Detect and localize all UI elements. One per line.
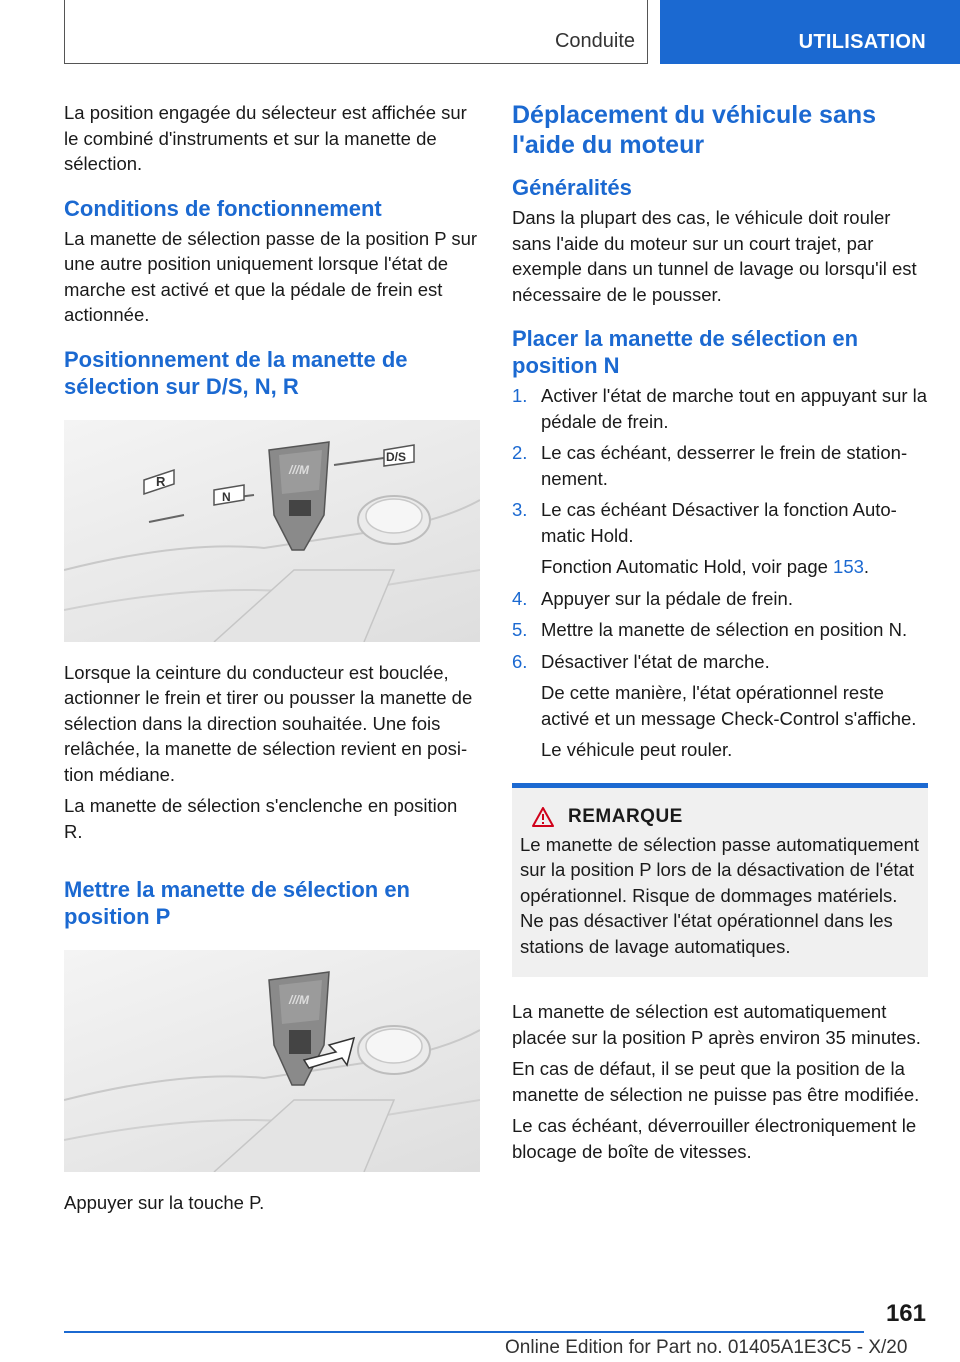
heading-conditions: Conditions de fonctionnement xyxy=(64,195,382,221)
step-text: Activer l'état de marche tout en appuyant sur la pédale de frein. xyxy=(541,385,928,432)
steps-list xyxy=(512,383,928,763)
step-continuation xyxy=(541,554,928,580)
heading-neutral: Placer la manette de sélection en position N xyxy=(512,326,859,378)
header-chapter-title: UTILISATION xyxy=(798,31,926,53)
note-text: Le manette de sélection passe automatiquement sur la position P lors de la désactivation de l'état opérationnel. Risque de dommages matériels. Ne pas désactiver l'état opérationnel dans les stations de lavage automatiques. xyxy=(520,833,920,957)
left-column xyxy=(64,100,480,1222)
page-number: 161 xyxy=(885,1300,926,1327)
footer-divider xyxy=(64,1331,864,1333)
after-paragraph-3: Le cas échéant, déverrouiller électroniquement le blocage de boîte de vitesses. xyxy=(512,1115,917,1162)
note-title: REMARQUE xyxy=(568,805,683,827)
footer-edition: Online Edition for Part no. 01405A1E3C5 - X/20 xyxy=(505,1337,908,1358)
step-number: 4. xyxy=(512,587,528,609)
heading-positioning: Positionnement de la manette de sélection sur D/S, N, R xyxy=(64,346,408,399)
label-ds: D/S xyxy=(386,449,407,464)
step-text: Désactiver l'état de marche. xyxy=(541,650,770,672)
selector-lever-illustration-2 xyxy=(64,950,480,1172)
header-chapter-tab xyxy=(660,0,960,64)
header-section-title: Conduite xyxy=(554,30,635,52)
heading-park: Mettre la manette de sélection en position P xyxy=(64,877,410,929)
list-item xyxy=(512,383,928,434)
right-column xyxy=(512,100,928,1170)
after-paragraph-1: La manette de sélection est automatiquement placée sur la position P après environ 35 minutes. xyxy=(512,1001,921,1048)
list-item xyxy=(512,586,928,612)
step-text: Appuyer sur la pédale de frein. xyxy=(541,587,793,609)
park-paragraph: Appuyer sur la touche P. xyxy=(64,1192,265,1213)
step-text: Le cas échéant Désactiver la fonction Automatic Hold. xyxy=(541,499,897,546)
conditions-paragraph: La manette de sélection passe de la position P sur une autre position uniquement lorsque l'état de marche est activé et que la pédale de frein est actionnée. xyxy=(64,227,478,325)
step-number: 5. xyxy=(512,619,528,640)
general-paragraph: Dans la plupart des cas, le véhicule doit rouler sans l'aide du moteur sur un court trajet, par exemple dans un tunnel de lavage ou lorsqu'il est nécessaire de le pousser. xyxy=(512,207,917,305)
step-number: 3. xyxy=(512,499,528,520)
note-header xyxy=(520,806,920,828)
step-continuation: De cette manière, l'état opérationnel reste activé et un message Check-Control s'affiche. xyxy=(541,682,917,729)
step-number: 2. xyxy=(512,442,528,463)
page-link-153[interactable]: 153 xyxy=(833,556,864,577)
list-item xyxy=(512,497,928,580)
list-item xyxy=(512,617,928,643)
lever-logo: ///M xyxy=(289,462,309,477)
step-number: 1. xyxy=(512,385,528,406)
note-box xyxy=(512,783,928,978)
list-item xyxy=(512,649,928,763)
step-ref-after: . xyxy=(863,556,870,577)
step-continuation: Le véhicule peut rouler. xyxy=(541,739,733,760)
label-r: R xyxy=(156,473,166,489)
warning-icon xyxy=(532,807,554,827)
step-text: Mettre la manette de sélection en position N. xyxy=(541,619,908,640)
step-ref-text: Fonction Automatic Hold, voir page xyxy=(541,556,834,577)
header-section-box xyxy=(64,0,648,64)
positioning-paragraph-2: La manette de sélection s'enclenche en position R. xyxy=(64,795,458,842)
lever-logo-2: ///M xyxy=(289,993,309,1007)
step-text: Le cas échéant, desserrer le frein de stationnement. xyxy=(541,442,908,489)
heading-general: Généralités xyxy=(512,175,632,200)
heading-move-without-engine: Déplacement du véhicule sans l'aide du moteur xyxy=(512,101,877,159)
list-item xyxy=(512,440,928,491)
intro-paragraph: La position engagée du sélecteur est affichée sur le combiné d'instruments et sur la manette de sélection. xyxy=(64,102,467,174)
step-number: 6. xyxy=(512,650,528,672)
positioning-paragraph-1: Lorsque la ceinture du conducteur est bouclée, actionner le frein et tirer ou pousser la manette de sélection dans la direction souhaitée. Une fois relâchée, la manette de sélection revient en position médiane. xyxy=(64,661,473,785)
selector-lever-illustration-1 xyxy=(64,420,480,642)
after-paragraph-2: En cas de défaut, il se peut que la position de la manette de sélection ne puisse pas être modifiée. xyxy=(512,1058,920,1105)
label-n: N xyxy=(222,489,231,504)
